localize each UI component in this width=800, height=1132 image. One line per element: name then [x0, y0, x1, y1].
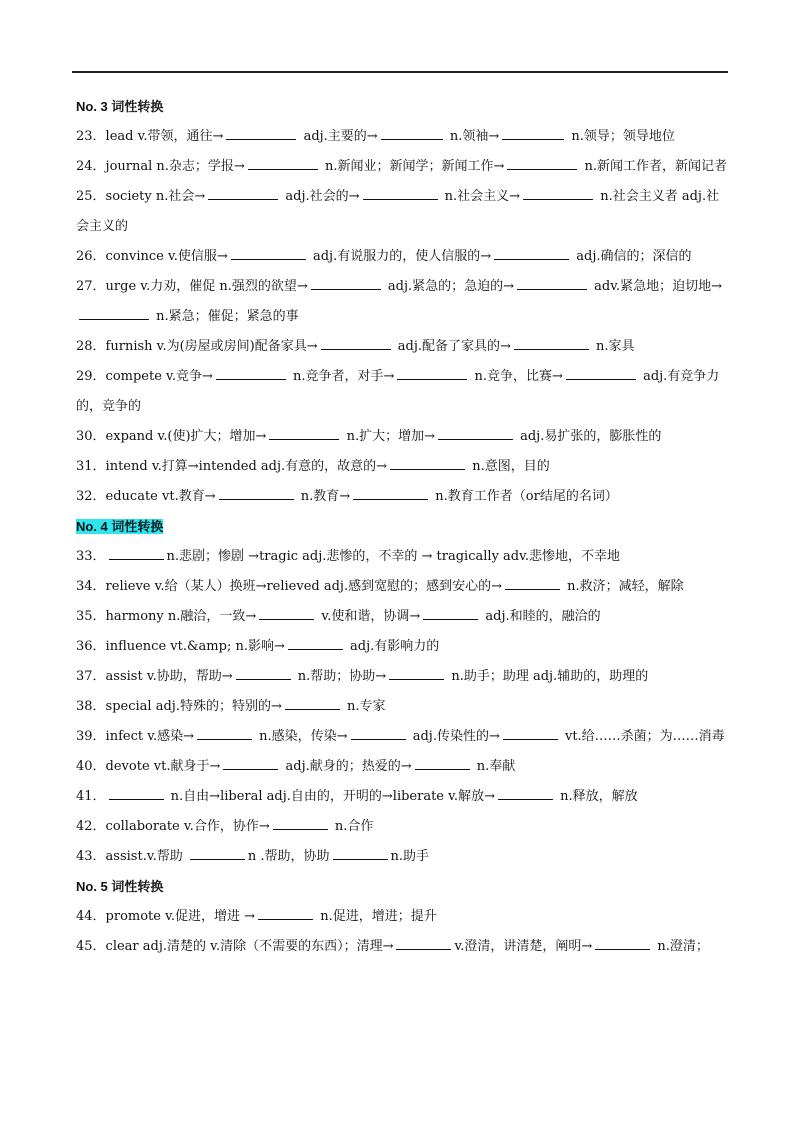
answer-blank[interactable]: [390, 454, 465, 470]
answer-blank[interactable]: [197, 724, 252, 740]
exercise-item: [76, 362, 730, 422]
answer-blank[interactable]: [514, 334, 589, 350]
section-title-text: No. 5 词性转换: [76, 879, 164, 894]
item-text: vt.给……杀菌；为……消毒: [560, 729, 725, 744]
item-text: 45．clear adj.清楚的 v.清除（不需要的东西）；清理→: [76, 939, 394, 954]
item-text: n.救济；减轻，解除: [563, 579, 684, 594]
item-text: 25．society n.社会→: [76, 189, 206, 204]
item-text: n.助手；助理 adj.辅助的，助理的: [447, 669, 649, 684]
exercise-item: [76, 602, 730, 632]
header-rule: [72, 71, 728, 73]
answer-blank[interactable]: [219, 484, 294, 500]
answer-blank[interactable]: [351, 724, 406, 740]
exercise-item: [76, 272, 730, 332]
answer-blank[interactable]: [311, 274, 381, 290]
item-text: n.澄清；: [653, 939, 709, 954]
exercise-item: [76, 572, 730, 602]
answer-blank[interactable]: [208, 184, 278, 200]
answer-blank[interactable]: [288, 634, 343, 650]
answer-blank[interactable]: [248, 154, 318, 170]
item-text: 29．compete v.竞争→: [76, 369, 213, 384]
item-text: n.帮助；协助→: [293, 669, 387, 684]
answer-blank[interactable]: [503, 724, 558, 740]
answer-blank[interactable]: [216, 364, 286, 380]
section-title: [76, 512, 730, 542]
item-text: 39．infect v.感染→: [76, 729, 195, 744]
exercise-item: [76, 122, 730, 152]
answer-blank[interactable]: [333, 844, 388, 860]
item-text: adj.有影响力的: [345, 639, 440, 654]
item-text: 28．furnish v.为(房屋或房间)配备家具→: [76, 339, 318, 354]
section-title: [76, 872, 730, 902]
exercise-item: [76, 332, 730, 362]
exercise-item: [76, 902, 730, 932]
section-title: [76, 92, 730, 122]
item-text: n.紧急；催促；紧急的事: [152, 309, 299, 324]
item-text: n.教育→: [296, 489, 351, 504]
item-text: adj.易扩张的，膨胀性的: [515, 429, 662, 444]
item-text: v.使和谐，协调→: [317, 609, 421, 624]
answer-blank[interactable]: [566, 364, 636, 380]
item-text: 37．assist v.协助，帮助→: [76, 669, 233, 684]
exercise-item: [76, 752, 730, 782]
answer-blank[interactable]: [389, 664, 444, 680]
item-text: 44．promote v.促进，增进 →: [76, 909, 256, 924]
item-text: 26．convince v.使信服→: [76, 249, 228, 264]
item-text: 27．urge v.力劝，催促 n.强烈的欲望→: [76, 279, 308, 294]
item-text: n.释放，解放: [555, 789, 638, 804]
answer-blank[interactable]: [381, 124, 443, 140]
item-text: n.专家: [342, 699, 386, 714]
exercise-item: [76, 422, 730, 452]
item-text: n.扩大；增加→: [342, 429, 435, 444]
item-text: 30．expand v.(使)扩大；增加→: [76, 429, 267, 444]
item-text: adj.紧急的；急迫的→: [383, 279, 515, 294]
answer-blank[interactable]: [505, 574, 560, 590]
item-text: n.新闻业；新闻学；新闻工作→: [320, 159, 505, 174]
item-text: 42．collaborate v.合作，协作→: [76, 819, 270, 834]
item-text: n.新闻工作者，新闻记者: [580, 159, 727, 174]
answer-blank[interactable]: [109, 544, 164, 560]
item-text: 36．influence vt.&amp; n.影响→: [76, 639, 285, 654]
answer-blank[interactable]: [502, 124, 564, 140]
answer-blank[interactable]: [438, 424, 513, 440]
answer-blank[interactable]: [595, 934, 650, 950]
item-text: 33．: [76, 549, 106, 564]
item-text: 23．lead v.带领，通往→: [76, 129, 224, 144]
exercise-item: [76, 182, 730, 242]
item-text: adj.献身的；热爱的→: [281, 759, 412, 774]
item-text: adj.确信的；深信的: [572, 249, 692, 264]
item-text: 41．: [76, 789, 106, 804]
answer-blank[interactable]: [226, 124, 296, 140]
item-text: n.意图，目的: [468, 459, 550, 474]
exercise-item: [76, 692, 730, 722]
item-text: n.社会主义→: [440, 189, 521, 204]
item-text: n.自由→liberal adj.自由的，开明的→liberate v.解放→: [166, 789, 495, 804]
exercise-item: [76, 242, 730, 272]
item-text: n.感染，传染→: [255, 729, 348, 744]
item-text: 38．special adj.特殊的；特别的→: [76, 699, 282, 714]
item-text: n.助手: [390, 849, 430, 864]
answer-blank[interactable]: [269, 424, 339, 440]
answer-blank[interactable]: [397, 364, 467, 380]
item-text: n.家具: [591, 339, 635, 354]
exercise-item: [76, 932, 730, 962]
exercise-item: [76, 662, 730, 692]
item-text: n.社会主义者 adj.社会主义的: [76, 189, 720, 234]
item-text: n.竞争，比赛→: [470, 369, 563, 384]
item-text: adj.主要的→: [299, 129, 378, 144]
answer-blank[interactable]: [523, 184, 593, 200]
answer-blank[interactable]: [494, 244, 569, 260]
answer-blank[interactable]: [507, 154, 577, 170]
exercise-item: [76, 782, 730, 812]
answer-blank[interactable]: [285, 694, 340, 710]
item-text: 32．educate vt.教育→: [76, 489, 216, 504]
answer-blank[interactable]: [415, 754, 470, 770]
answer-blank[interactable]: [190, 844, 245, 860]
exercise-item: [76, 812, 730, 842]
answer-blank[interactable]: [231, 244, 306, 260]
item-text: 35．harmony n.融洽，一致→: [76, 609, 257, 624]
answer-blank[interactable]: [109, 784, 164, 800]
item-text: 24．journal n.杂志；学报→: [76, 159, 245, 174]
item-text: 40．devote vt.献身于→: [76, 759, 221, 774]
item-text: adj.有竞争力的，竞争的: [76, 369, 720, 414]
answer-blank[interactable]: [498, 784, 553, 800]
item-text: n.奉献: [472, 759, 516, 774]
exercise-item: [76, 542, 730, 572]
answer-blank[interactable]: [321, 334, 391, 350]
answer-blank[interactable]: [423, 604, 478, 620]
document-body: [76, 92, 730, 962]
item-text: adj.社会的→: [281, 189, 360, 204]
item-text: adj.和睦的，融洽的: [481, 609, 601, 624]
item-text: 43．assist.v.帮助: [76, 849, 187, 864]
answer-blank[interactable]: [517, 274, 587, 290]
item-text: n.促进，增进；提升: [316, 909, 437, 924]
exercise-item: [76, 722, 730, 752]
answer-blank[interactable]: [259, 604, 314, 620]
exercise-item: [76, 842, 730, 872]
item-text: adv.紧急地；迫切地→: [590, 279, 723, 294]
exercise-item: [76, 152, 730, 182]
answer-blank[interactable]: [396, 934, 451, 950]
item-text: adj.配备了家具的→: [393, 339, 511, 354]
item-text: v.澄清，讲清楚，阐明→: [454, 939, 593, 954]
item-text: n.竞争者，对手→: [288, 369, 395, 384]
answer-blank[interactable]: [79, 304, 149, 320]
answer-blank[interactable]: [258, 904, 313, 920]
item-text: n.合作: [330, 819, 374, 834]
item-text: n.领导；领导地位: [567, 129, 675, 144]
exercise-item: [76, 452, 730, 482]
item-text: n.悲剧；惨剧 →tragic adj.悲惨的，不幸的 → tragically adv.悲惨地，不幸地: [166, 549, 621, 564]
answer-blank[interactable]: [363, 184, 438, 200]
answer-blank[interactable]: [273, 814, 328, 830]
section-title-text: No. 3 词性转换: [76, 99, 164, 114]
item-text: adj.有说服力的，使人信服的→: [308, 249, 492, 264]
item-text: n.教育工作者（or结尾的名词）: [431, 489, 618, 504]
item-text: 34．relieve v.给（某人）换班→relieved adj.感到宽慰的；感到安心的→: [76, 579, 502, 594]
item-text: 31．intend v.打算→intended adj.有意的，故意的→: [76, 459, 388, 474]
item-text: n .帮助，协助: [247, 849, 330, 864]
answer-blank[interactable]: [223, 754, 278, 770]
answer-blank[interactable]: [353, 484, 428, 500]
exercise-item: [76, 482, 730, 512]
item-text: adj.传染性的→: [408, 729, 500, 744]
answer-blank[interactable]: [236, 664, 291, 680]
section-title-text: No. 4 词性转换: [76, 519, 164, 534]
exercise-item: [76, 632, 730, 662]
item-text: n.领袖→: [445, 129, 500, 144]
